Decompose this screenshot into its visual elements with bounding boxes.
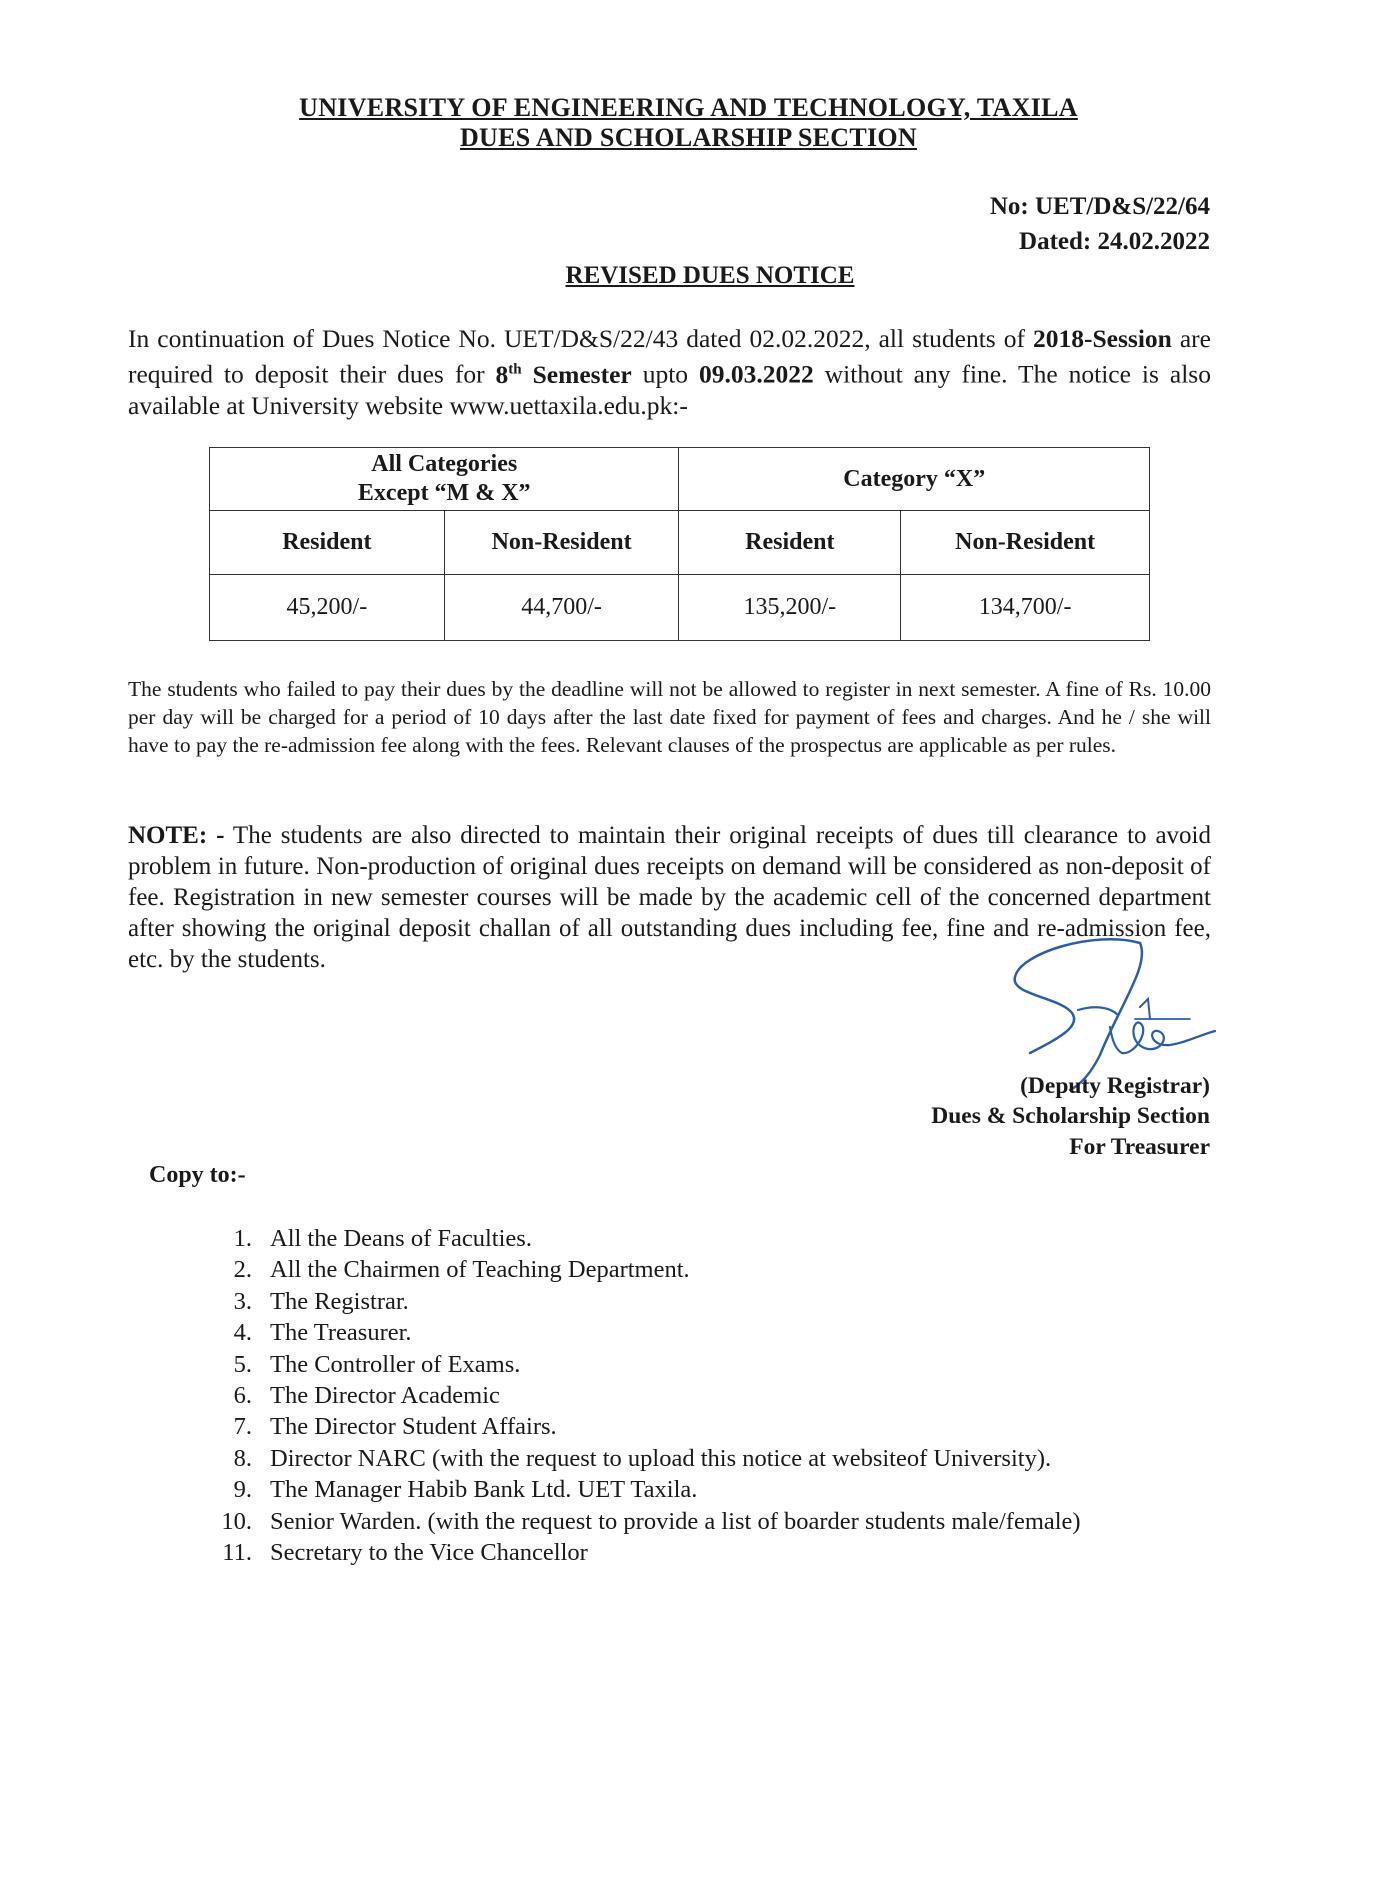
session-label: 2018-Session — [1032, 324, 1172, 353]
fee-value: 135,200/- — [679, 575, 901, 641]
fee-value: 44,700/- — [444, 575, 679, 641]
note-label: NOTE: - — [128, 822, 225, 849]
list-item-text: Senior Warden. (with the request to provide a list of boarder students male/female) — [270, 1507, 1081, 1535]
group-category-x: Category “X” — [679, 448, 1150, 511]
table-group-header-row — [210, 448, 1150, 511]
list-item — [0, 1443, 1081, 1474]
signatory-title: (Deputy Registrar) — [1020, 1073, 1210, 1099]
list-item — [0, 1254, 1081, 1285]
list-item-text: The Director Student Affairs. — [270, 1413, 557, 1441]
column-header: Resident — [679, 511, 901, 575]
list-item — [0, 1506, 1081, 1537]
reference-date: Dated: 24.02.2022 — [1019, 228, 1210, 255]
copy-to-label: Copy to:- — [149, 1162, 246, 1188]
list-item-text: Secretary to the Vice Chancellor — [270, 1539, 588, 1567]
signatory-role: For Treasurer — [1069, 1134, 1210, 1160]
list-item-number: 2. — [233, 1256, 252, 1284]
column-header: Non-Resident — [901, 511, 1150, 575]
list-item-text: All the Deans of Faculties. — [270, 1225, 532, 1252]
list-item-number: 9. — [233, 1476, 252, 1504]
list-item-number: 4. — [233, 1319, 252, 1347]
list-item — [0, 1286, 1081, 1317]
intro-paragraph: In continuation of Dues Notice No. UET/D&S/22/43 dated 02.02.2022, all students of 2018-Session are required to deposit their dues for 8th Semester upto 09.03.2022 without any fine. The notice is also available at University website www.uettaxila.edu.pk:- — [128, 324, 1211, 420]
list-item — [0, 1411, 1081, 1442]
list-item-text: The Registrar. — [270, 1287, 409, 1315]
list-item-number: 8. — [233, 1444, 252, 1472]
list-item-number: 7. — [233, 1413, 252, 1441]
table-column-header-row — [210, 511, 1150, 575]
list-item-number: 6. — [233, 1382, 252, 1410]
list-item — [0, 1349, 1081, 1380]
table-row — [210, 575, 1150, 641]
note-paragraph: NOTE: - The students are also directed to maintain their original receipts of dues till clearance to avoid problem in future. Non-production of original dues receipts on demand will be considered as non-deposit of fee. Registration in new semester courses will be made by the academic cell of the concerned department after showing the original deposit challan of all outstanding dues including fee, fine and re-admission fee, etc. by the students. — [128, 822, 1212, 973]
list-item — [0, 1223, 1081, 1254]
list-item-text: The Manager Habib Bank Ltd. UET Taxila. — [270, 1476, 698, 1504]
university-name: UNIVERSITY OF ENGINEERING AND TECHNOLOGY, TAXILA — [299, 93, 1078, 122]
fee-value: 45,200/- — [210, 575, 445, 641]
fee-value: 134,700/- — [901, 575, 1150, 641]
list-item-number: 5. — [233, 1350, 252, 1378]
fees-table — [209, 447, 1150, 641]
semester-label: 8th Semester — [495, 359, 632, 389]
list-item-text: The Director Academic — [270, 1382, 500, 1410]
list-item — [0, 1537, 1081, 1568]
list-item — [0, 1380, 1081, 1411]
copy-to-list — [0, 1223, 1081, 1568]
list-item-number: 11. — [222, 1539, 252, 1567]
list-item — [0, 1474, 1081, 1505]
deadline-date: 09.03.2022 — [699, 359, 814, 389]
list-item-number: 3. — [233, 1287, 252, 1315]
reference-number: No: UET/D&S/22/64 — [989, 193, 1210, 220]
column-header: Resident — [210, 511, 445, 575]
section-name: DUES AND SCHOLARSHIP SECTION — [459, 123, 917, 152]
list-item-text: All the Chairmen of Teaching Department. — [270, 1256, 690, 1284]
list-item-text: Director NARC (with the request to upload this notice at websiteof University). — [270, 1444, 1052, 1472]
group-all-categories: All Categories Except “M & X” — [210, 448, 679, 511]
list-item-text: The Controller of Exams. — [270, 1350, 521, 1378]
list-item — [0, 1317, 1081, 1348]
signatory-section: Dues & Scholarship Section — [931, 1103, 1210, 1129]
list-item-number: 1. — [233, 1225, 252, 1252]
column-header: Non-Resident — [444, 511, 679, 575]
list-item-number: 10. — [221, 1507, 252, 1535]
list-item-text: The Treasurer. — [270, 1319, 412, 1347]
notice-title: REVISED DUES NOTICE — [565, 262, 855, 289]
fine-paragraph: The students who failed to pay their dues by the deadline will not be allowed to register in next semester. A fine of Rs. 10.00 per day will be charged for a period of 10 days after the last date fixed for payment of fees and charges. And he / she will have to pay the re-admission fee along with the fees. Relevant clauses of the prospectus are applicable as per rules. — [128, 677, 1211, 757]
